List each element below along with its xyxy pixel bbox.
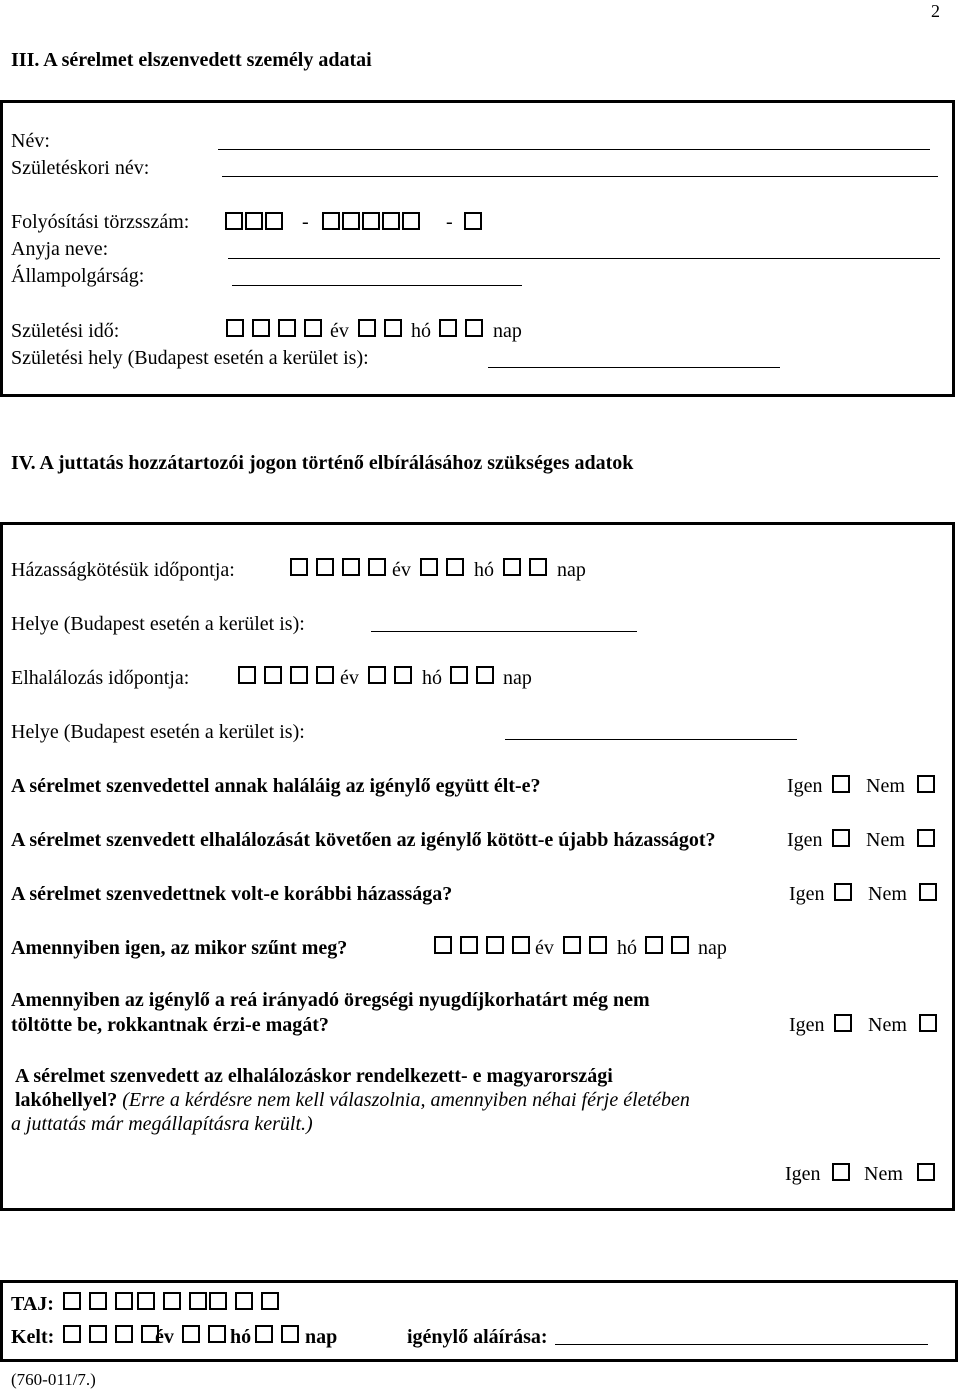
- reg-number-label: Folyósítási törzsszám:: [11, 211, 190, 233]
- marriage-month-cells[interactable]: [420, 558, 466, 576]
- q-disabled-no-checkbox[interactable]: [919, 1014, 937, 1032]
- death-month-cells[interactable]: [368, 666, 414, 684]
- q-previous-marriage: A sérelmet szenvedettnek volt-e korábbi házassága?: [11, 883, 453, 905]
- signature-label: igénylő aláírása:: [407, 1326, 548, 1348]
- month-unit: hó: [422, 667, 442, 689]
- marriage-year-cells[interactable]: [290, 558, 388, 576]
- marriage-date-label: Házasságkötésük időpontja:: [11, 559, 235, 581]
- day-unit: nap: [557, 559, 586, 581]
- death-date-label: Elhalálozás időpontja:: [11, 667, 190, 689]
- q-residence-line3: a juttatás már megállapításra került.): [11, 1113, 313, 1135]
- section4-title: [11, 453, 633, 473]
- citizenship-label: Állampolgárság:: [11, 265, 145, 287]
- page-number: 2: [931, 1, 940, 21]
- yes-label: Igen: [785, 1163, 821, 1185]
- q-previous-marriage-yes-checkbox[interactable]: [834, 883, 852, 901]
- month-unit: hó: [230, 1326, 252, 1348]
- reg-number-part1[interactable]: [225, 212, 285, 230]
- birth-day-cells[interactable]: [439, 319, 485, 337]
- q-when-ended: Amennyiben igen, az mikor szűnt meg?: [11, 937, 348, 959]
- no-label: Nem: [868, 1014, 907, 1036]
- death-place-label: Helye (Budapest esetén a kerület is):: [11, 721, 305, 743]
- year-unit: év: [535, 937, 554, 959]
- death-day-cells[interactable]: [450, 666, 496, 684]
- marriage-place-label: Helye (Budapest esetén a kerület is):: [11, 613, 305, 635]
- yes-label: Igen: [787, 775, 823, 797]
- q-remarried-yes-checkbox[interactable]: [832, 829, 850, 847]
- q-lived-together-yes-checkbox[interactable]: [832, 775, 850, 793]
- signature-field[interactable]: [555, 1344, 928, 1345]
- ended-month-cells[interactable]: [563, 936, 609, 954]
- kelt-label: Kelt:: [11, 1326, 55, 1348]
- name-field[interactable]: [218, 149, 930, 150]
- month-unit: hó: [617, 937, 637, 959]
- reg-number-part3[interactable]: [464, 212, 484, 230]
- birth-month-cells[interactable]: [358, 319, 404, 337]
- death-place-field[interactable]: [505, 739, 797, 740]
- section4-title-text: IV. A juttatás hozzátartozói jogon történő elbírálásához szükséges adatok: [11, 452, 634, 474]
- q-disabled-line2: töltötte be, rokkantnak érzi-e magát?: [11, 1014, 329, 1036]
- month-unit: hó: [474, 559, 494, 581]
- q-lived-together: A sérelmet szenvedettel annak haláláig az igénylő együtt élt-e?: [11, 775, 541, 797]
- birth-year-cells[interactable]: [226, 319, 324, 337]
- mother-name-label: Anyja neve:: [11, 238, 109, 260]
- day-unit: nap: [503, 667, 532, 689]
- q-remarried-no-checkbox[interactable]: [917, 829, 935, 847]
- day-unit: nap: [493, 320, 522, 342]
- q-residence-yes-checkbox[interactable]: [832, 1163, 850, 1181]
- form-code: (760-011/7.): [11, 1370, 96, 1389]
- no-label: Nem: [866, 829, 905, 851]
- mother-name-field[interactable]: [228, 258, 940, 259]
- day-unit: nap: [698, 937, 727, 959]
- reg-number-part2[interactable]: [322, 212, 422, 230]
- birth-name-label: Születéskori név:: [11, 157, 150, 179]
- year-unit: év: [330, 320, 349, 342]
- birth-date-label: Születési idő:: [11, 320, 120, 342]
- q-residence-bold: lakóhellyel?: [15, 1089, 118, 1111]
- birth-name-field[interactable]: [222, 176, 938, 177]
- day-unit: nap: [305, 1326, 338, 1348]
- marriage-place-field[interactable]: [371, 631, 637, 632]
- q-residence-line1: A sérelmet szenvedett az elhalálozáskor rendelkezett- e magyarországi: [15, 1065, 613, 1087]
- reg-number-dash: -: [446, 211, 453, 233]
- year-unit: év: [340, 667, 359, 689]
- yes-label: Igen: [787, 829, 823, 851]
- q-disabled-yes-checkbox[interactable]: [834, 1014, 852, 1032]
- birth-place-label: Születési hely (Budapest esetén a kerület is):: [11, 347, 369, 369]
- reg-number-dash: -: [302, 211, 309, 233]
- no-label: Nem: [868, 883, 907, 905]
- marriage-day-cells[interactable]: [503, 558, 549, 576]
- yes-label: Igen: [789, 883, 825, 905]
- year-unit: év: [155, 1326, 174, 1348]
- kelt-day-cells[interactable]: [255, 1325, 301, 1343]
- taj-cells-1[interactable]: [63, 1292, 135, 1310]
- no-label: Nem: [866, 775, 905, 797]
- ended-day-cells[interactable]: [645, 936, 691, 954]
- month-unit: hó: [411, 320, 431, 342]
- no-label: Nem: [864, 1163, 903, 1185]
- taj-label: TAJ:: [11, 1293, 54, 1315]
- q-residence-no-checkbox[interactable]: [917, 1163, 935, 1181]
- yes-label: Igen: [789, 1014, 825, 1036]
- q-lived-together-no-checkbox[interactable]: [917, 775, 935, 793]
- year-unit: év: [392, 559, 411, 581]
- q-remarried: A sérelmet szenvedett elhalálozását követően az igénylő kötött-e újabb házasságot?: [11, 829, 716, 851]
- taj-cells-2[interactable]: [137, 1292, 209, 1310]
- ended-year-cells[interactable]: [434, 936, 532, 954]
- citizenship-field[interactable]: [232, 285, 522, 286]
- name-label: Név:: [11, 130, 50, 152]
- kelt-year-cells[interactable]: [63, 1325, 161, 1343]
- section3-title: III. A sérelmet elszenvedett személy adatai: [11, 49, 372, 71]
- death-year-cells[interactable]: [238, 666, 336, 684]
- q-residence-line2: [15, 1090, 690, 1110]
- q-disabled-line1: Amennyiben az igénylő a reá irányadó öregségi nyugdíjkorhatárt még nem: [11, 989, 650, 1011]
- kelt-month-cells[interactable]: [182, 1325, 228, 1343]
- taj-cells-3[interactable]: [209, 1292, 281, 1310]
- q-previous-marriage-no-checkbox[interactable]: [919, 883, 937, 901]
- birth-place-field[interactable]: [488, 367, 780, 368]
- q-residence-note: (Erre a kérdésre nem kell válaszolnia, amennyiben néhai férje életében: [122, 1089, 690, 1111]
